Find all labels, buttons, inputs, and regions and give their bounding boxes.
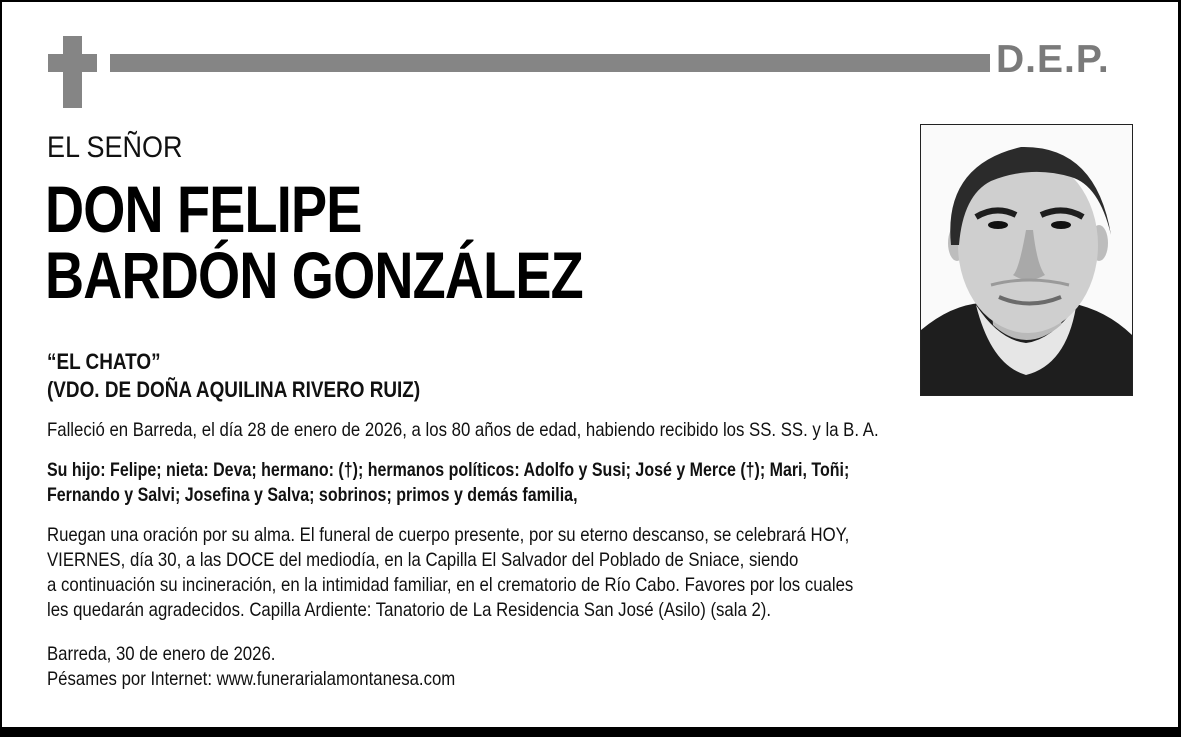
condolences-website: Pésames por Internet: www.funerarialamontanesa.com	[47, 668, 456, 690]
nickname-block	[47, 348, 420, 404]
family-list	[47, 458, 849, 508]
name-line-1: DON FELIPE	[45, 172, 362, 246]
service-line: a continuación su incineración, en la intimidad familiar, en el crematorio de Río Cabo. Favores por los cuales	[47, 574, 854, 596]
death-statement: Falleció en Barreda, el día 28 de enero de 2026, a los 80 años de edad, habiendo recibido los SS. SS. y la B. A.	[47, 419, 879, 441]
header-rule	[110, 54, 990, 72]
portrait-photo	[920, 124, 1133, 396]
nickname: “EL CHATO”	[47, 349, 161, 374]
closing	[47, 642, 455, 692]
family-line: Fernando y Salvi; Josefina y Salva; sobrinos; primos y demás familia,	[47, 484, 578, 506]
family-line: Su hijo: Felipe; nieta: Deva; hermano: (†); hermanos políticos: Adolfo y Susi; José y Merce (†); Mari, Toñi;	[47, 459, 850, 481]
name-line-2: BARDÓN GONZÁLEZ	[45, 238, 583, 312]
deceased-name	[45, 172, 583, 312]
bottom-border-bar	[0, 727, 1181, 737]
service-line: VIERNES, día 30, a las DOCE del mediodía, en la Capilla El Salvador del Poblado de Sniace, siendo	[47, 549, 799, 571]
cross-vertical-bar	[63, 36, 82, 108]
place-date: Barreda, 30 de enero de 2026.	[47, 643, 276, 665]
cross-horizontal-bar	[48, 54, 97, 72]
service-line: Ruegan una oración por su alma. El funeral de cuerpo presente, por su eterno descanso, se celebrará HOY,	[47, 524, 850, 546]
service-details	[47, 523, 853, 623]
portrait-image	[921, 125, 1132, 395]
widower-of: (VDO. DE DOÑA AQUILINA RIVERO RUIZ)	[47, 377, 421, 402]
honorific-prefix: EL SEÑOR	[47, 131, 183, 164]
dep-label: D.E.P.	[996, 38, 1110, 81]
service-line: les quedarán agradecidos. Capilla Ardiente: Tanatorio de La Residencia San José (Asilo) (sala 2).	[47, 599, 772, 621]
